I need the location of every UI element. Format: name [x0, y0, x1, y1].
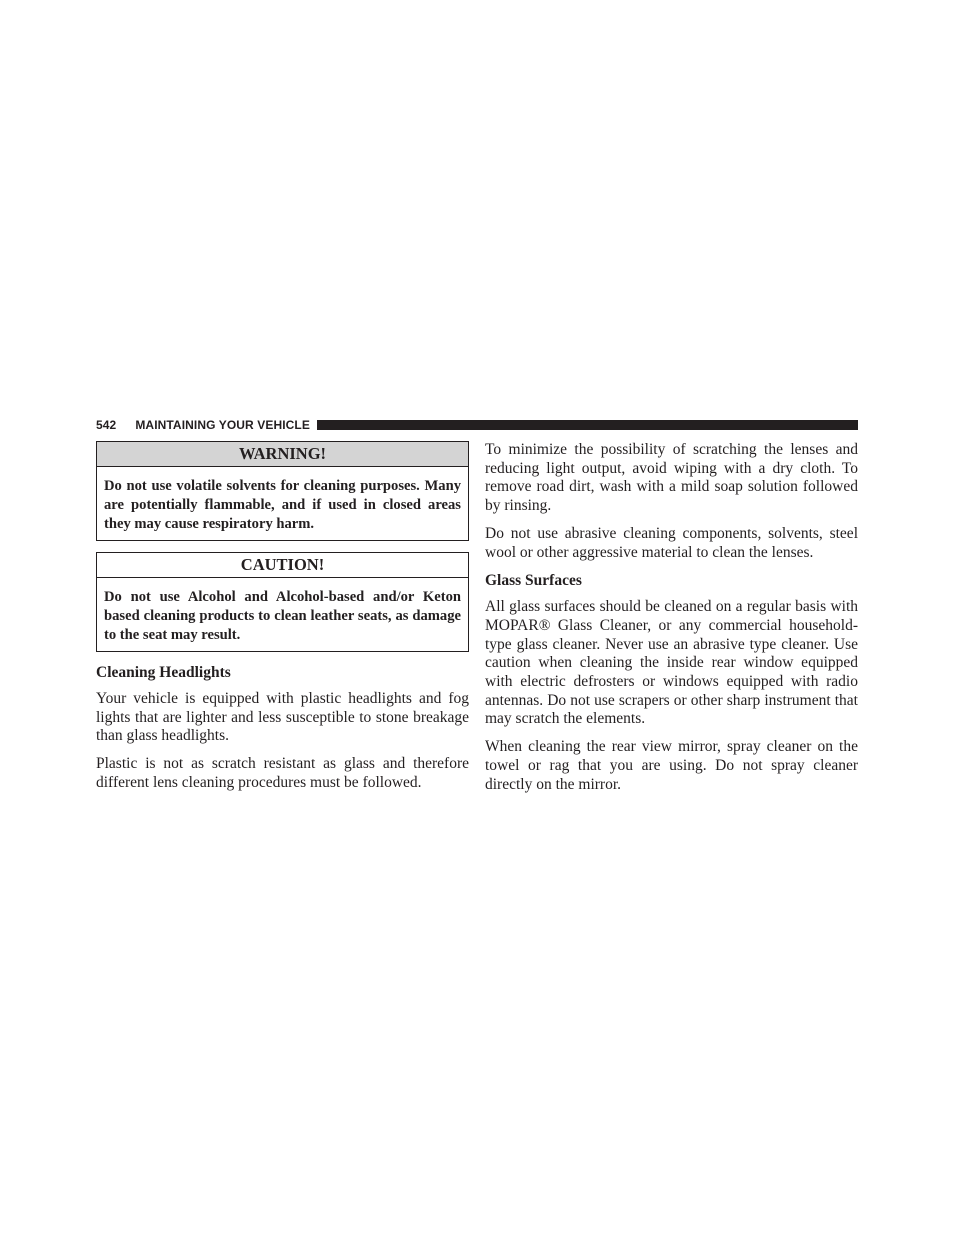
paragraph: Do not use abrasive cleaning components, solvents, steel wool or other aggressive material to clean the lenses.	[485, 524, 858, 561]
caution-title: CAUTION!	[97, 553, 468, 578]
paragraph: All glass surfaces should be cleaned on a regular basis with MOPAR® Glass Cleaner, or any commercial household-type glass cleaner. Never use an abrasive type cleaner. Use caution when cleaning the inside rear window equipped with electric defrosters or windows equipped with radio antennas. Do not use scrapers or other sharp instrument that may scratch the elements.	[485, 598, 858, 728]
section-title: MAINTAINING YOUR VEHICLE	[135, 418, 310, 432]
heading-glass-surfaces: Glass Surfaces	[485, 572, 582, 590]
warning-title: WARNING!	[97, 442, 468, 467]
page-header	[96, 417, 858, 433]
warning-body: Do not use volatile solvents for cleaning purposes. Many are potentially flammable, and if used in closed areas they may cause respiratory harm.	[104, 478, 461, 532]
left-column	[96, 441, 469, 802]
caution-body: Do not use Alcohol and Alcohol-based and/or Keton based cleaning products to clean leather seats, as damage to the seat may result.	[104, 589, 461, 643]
page-number: 542	[96, 418, 117, 432]
warning-box	[96, 441, 469, 541]
paragraph: Plastic is not as scratch resistant as glass and therefore different lens cleaning procedures must be followed.	[96, 755, 469, 791]
header-rule	[317, 420, 858, 430]
caution-box	[96, 552, 469, 652]
right-column	[485, 441, 858, 803]
paragraph: To minimize the possibility of scratching the lenses and reducing light output, avoid wiping with a dry cloth. To remove road dirt, wash with a mild soap solution followed by rinsing.	[485, 441, 858, 515]
paragraph: Your vehicle is equipped with plastic headlights and fog lights that are lighter and less susceptible to stone breakage than glass headlights.	[96, 690, 469, 745]
heading-cleaning-headlights: Cleaning Headlights	[96, 664, 231, 681]
paragraph: When cleaning the rear view mirror, spray cleaner on the towel or rag that you are using. Do not spray cleaner directly on the mirror.	[485, 738, 858, 793]
